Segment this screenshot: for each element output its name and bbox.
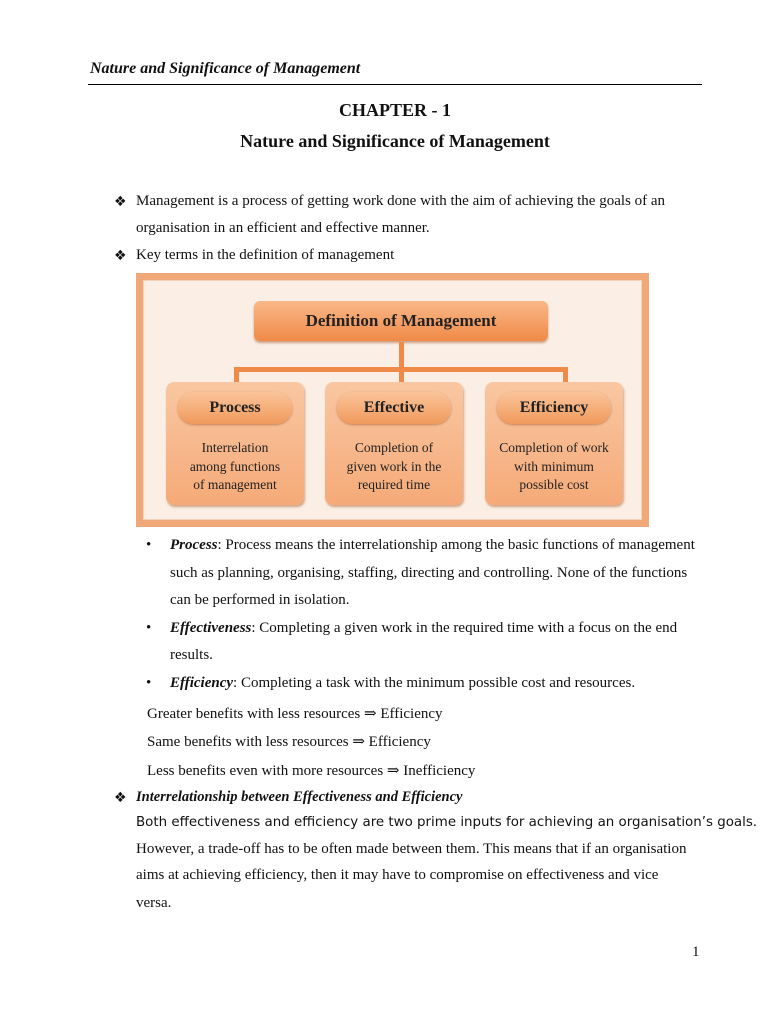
diagram-panel xyxy=(143,280,642,520)
efficiency-desc-line: Completion of work xyxy=(499,440,609,455)
efficiency-desc-line: possible cost xyxy=(519,477,589,492)
interrelationship-line-1: Both effectiveness and efficiency are two prime inputs for achieving an organisation’s goals. xyxy=(136,815,758,830)
header-rule xyxy=(88,84,702,85)
efficiency-desc-line: with minimum xyxy=(514,458,594,474)
diamond-bullet-icon: ❖ xyxy=(114,248,127,264)
interrelationship-line-4: versa. xyxy=(136,895,172,911)
effective-box xyxy=(325,382,463,505)
interrelationship-line-3: aims at achieving efficiency, then it may have to compromise on effectiveness and vice xyxy=(136,867,659,883)
efficiency-line-1 xyxy=(170,675,635,692)
chapter-number: CHAPTER - 1 xyxy=(339,100,451,120)
bullet-dot-icon: • xyxy=(146,675,152,691)
effectiveness-line-2: results. xyxy=(170,647,213,663)
chapter-title: Nature and Significance of Management xyxy=(240,131,550,151)
diamond-bullet-icon: ❖ xyxy=(114,194,127,210)
page-number: 1 xyxy=(692,944,700,960)
comparison-line: Greater benefits with less resources ⇒ Efficiency xyxy=(147,706,443,722)
section-heading: Interrelationship between Effectiveness and Efficiency xyxy=(136,789,463,805)
process-line-1 xyxy=(170,537,695,554)
connector-right xyxy=(563,367,568,383)
definition-line-2: organisation in an efficient and effective manner. xyxy=(136,220,430,236)
interrelationship-line-2: However, a trade-off has to be often made between them. This means that if an organisation xyxy=(136,841,687,857)
key-terms-line: Key terms in the definition of management xyxy=(136,247,395,263)
effective-desc-line: required time xyxy=(357,477,431,492)
efficiency-box xyxy=(485,382,623,505)
definition-line-1: Management is a process of getting work done with the aim of achieving the goals of an xyxy=(136,193,666,209)
process-text: : Process means the interrelationship among the basic functions of management xyxy=(217,537,695,553)
process-desc-line: among functions xyxy=(189,458,281,474)
connector-middle xyxy=(399,367,404,383)
diagram-title-box: Definition of Management xyxy=(254,301,548,341)
efficiency-label: Efficiency xyxy=(497,392,611,424)
process-term: Process xyxy=(170,537,218,553)
efficiency-description xyxy=(489,439,619,495)
effectiveness-term: Effectiveness xyxy=(170,620,252,636)
process-line-2: such as planning, organising, staffing, directing and controlling. None of the functions xyxy=(170,565,688,581)
effective-label: Effective xyxy=(337,392,451,424)
diamond-bullet-icon: ❖ xyxy=(114,790,127,806)
process-desc-line: of management xyxy=(193,477,277,492)
definition-diagram xyxy=(136,273,649,527)
connector-left xyxy=(234,367,239,383)
effective-description xyxy=(329,439,459,495)
bullet-dot-icon: • xyxy=(146,537,152,553)
process-box xyxy=(166,382,304,505)
effective-desc-line: given work in the xyxy=(346,458,442,474)
connector-stem xyxy=(399,342,404,368)
running-header: Nature and Significance of Management xyxy=(90,60,361,77)
process-description xyxy=(170,439,300,495)
effectiveness-line-1 xyxy=(170,620,677,637)
process-desc-line: Interrelation xyxy=(201,440,269,455)
effective-desc-line: Completion of xyxy=(354,440,434,455)
efficiency-term: Efficiency xyxy=(170,675,234,691)
process-label: Process xyxy=(178,392,292,424)
process-line-3: can be performed in isolation. xyxy=(170,592,350,608)
comparison-line: Less benefits even with more resources ⇒ Inefficiency xyxy=(147,763,476,779)
comparison-line: Same benefits with less resources ⇒ Efficiency xyxy=(147,734,431,750)
effectiveness-text: : Completing a given work in the required time with a focus on the end xyxy=(251,620,678,636)
efficiency-text: : Completing a task with the minimum possible cost and resources. xyxy=(233,675,636,691)
bullet-dot-icon: • xyxy=(146,620,152,636)
